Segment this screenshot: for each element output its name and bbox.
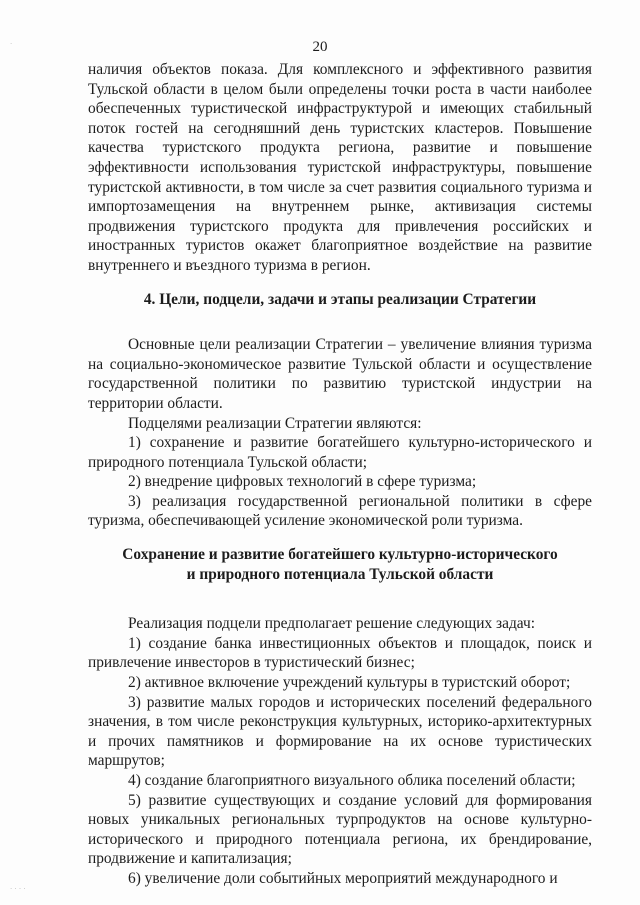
list-item-task-3: 3) развитие малых городов и исторических поселений федерального значения, в том числе реконструкция культурных, историко-архитектурных и прочих памятников и формирование на их основе туристических маршрутов;: [88, 693, 592, 770]
section-heading-goals: 4. Цели, подцели, задачи и этапы реализации Стратегии: [143, 290, 537, 308]
paragraph-goals: Основные цели реализации Стратегии – увеличение влияния туризма на социально-экономическое развитие Тульской области и осуществление государственной политики по развитию туристской индустрии на территории области.: [88, 336, 592, 412]
list-item-task-4: 4) создание благоприятного визуального облика поселений области;: [128, 772, 576, 789]
scan-artifact-mark: ·: [10, 40, 13, 48]
scan-artifact-mark: · · · ·: [10, 885, 26, 893]
list-item-task-5: 5) развитие существующих и создание условий для формирования новых уникальных региональных турпродуктов на основе культурно-исторического и природного потенциала региона, их брендирование, продвижение и капитализация;: [88, 791, 592, 868]
list-item-task-1: 1) создание банка инвестиционных объектов и площадок, поиск и привлечение инвесторов в туристический бизнес;: [88, 634, 592, 672]
list-item-subgoal-2: 2) внедрение цифровых технологий в сфере туризма;: [128, 473, 477, 491]
subsection-heading-line-2: и природного потенциала Тульской области: [186, 565, 494, 583]
paragraph-tasks-intro: Реализация подцели предполагает решение следующих задач:: [128, 615, 536, 633]
subsection-heading-line-1: Сохранение и развитие богатейшего культурно-исторического: [122, 546, 558, 564]
paragraph-intro: наличия объектов показа. Для комплексного и эффективного развития Тульской области в целом были определены точки роста в части наиболее обеспеченных туристической инфраструктурой и имеющих стабильный поток гостей на сегодняшний день туристских кластеров. Повышение качества туристского продукта региона, развитие и повышение эффективности использования туристской инфраструктуры, повышение туристской активности, в том числе за счет развития социального туризма и импортозамещения на внутреннем рынке, активизация системы продвижения туристского продукта для привлечения российских и иностранных туристов окажет благоприятное воздействие на развитие внутреннего и въездного туризма в регион.: [88, 61, 592, 274]
page-number: 20: [312, 39, 328, 55]
list-item-task-6: 6) увеличение доли событийных мероприятий международного и: [128, 869, 558, 887]
document-body: [88, 60, 592, 889]
paragraph-subgoals-intro: Подцелями реализации Стратегии являются:: [128, 414, 422, 432]
list-item-subgoal-1: 1) сохранение и развитие богатейшего культурно-исторического и природного потенциала Тульской области;: [88, 434, 592, 471]
list-item-subgoal-3: 3) реализация государственной региональной политики в сфере туризма, обеспечивающей усиление экономической роли туризма.: [88, 492, 592, 530]
list-item-task-2: 2) активное включение учреждений культуры в туристский оборот;: [128, 674, 571, 692]
